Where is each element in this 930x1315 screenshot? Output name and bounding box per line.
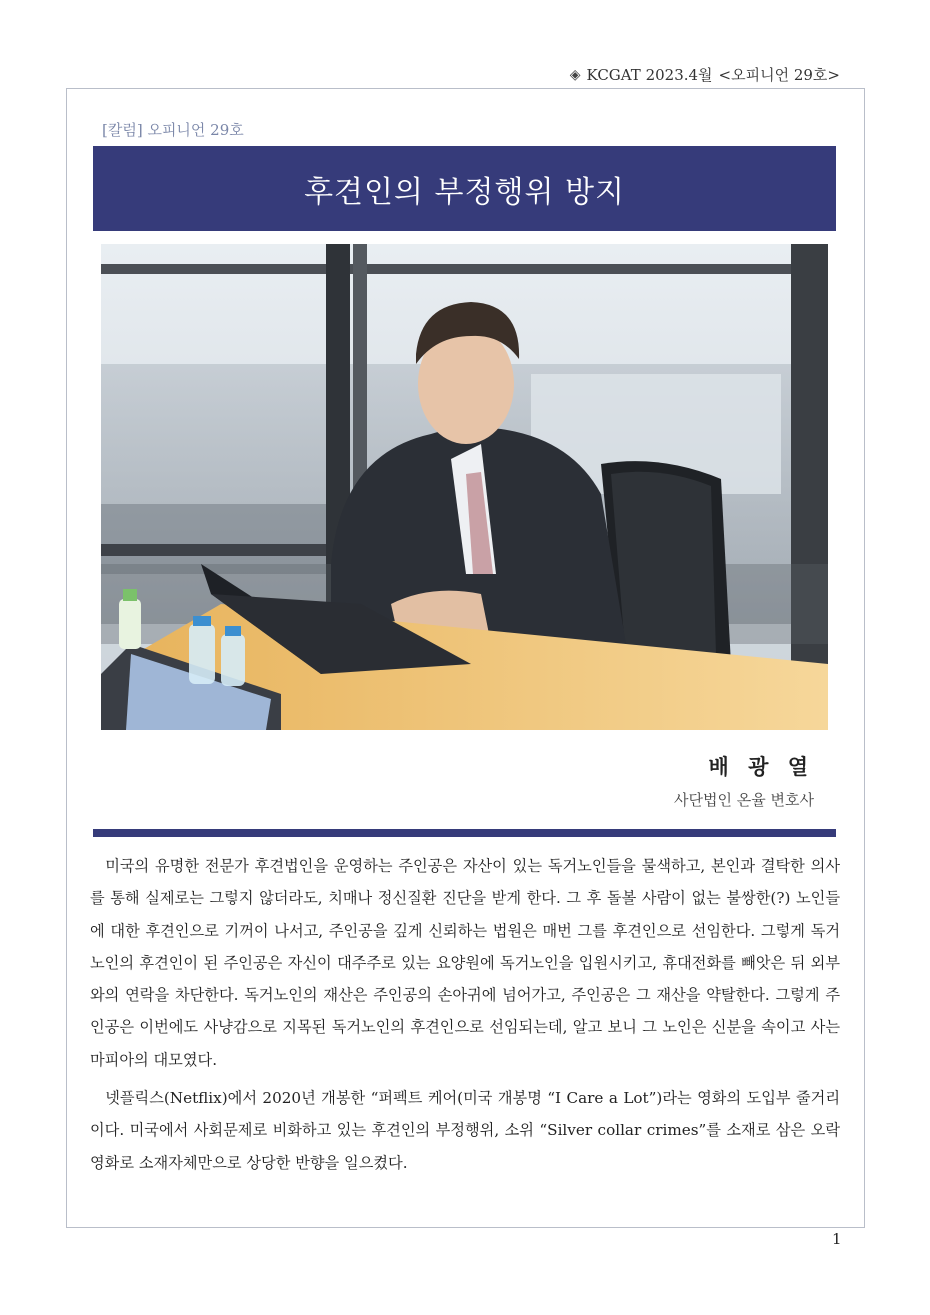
page-number: 1 [832,1230,842,1248]
page-header [570,64,840,85]
paragraph: 넷플릭스(Netflix)에서 2020년 개봉한 “퍼펙트 케어(미국 개봉명 “I Care a Lot”)라는 영화의 도입부 줄거리이다. 미국에서 사회문제로 비화하고 있는 후견인의 부정행위, 소위 “Silver collar crimes”를 소재로 삼은 오락영화로 소재자체만으로 상당한 반향을 일으켰다. [90,1089,840,1172]
title-band [93,146,836,231]
header-org: KCGAT 2023.4월 [586,66,713,84]
paragraph: 미국의 유명한 전문가 후견법인을 운영하는 주인공은 자산이 있는 독거노인들을 물색하고, 본인과 결탁한 의사를 통해 실제로는 그렇지 않더라도, 치매나 정신질환 진단을 받게 한다. 그 후 돌볼 사람이 없는 불쌍한(?) 노인들에 대한 후견인으로 기꺼이 나서고, 주인공을 깊게 신뢰하는 법원은 매번 그를 후견인으로 선임한다. 그렇게 독거노인의 후견인이 된 주인공은 자신이 대주주로 있는 요양원에 독거노인을 입원시키고, 휴대전화를 빼앗은 뒤 외부와의 연락을 차단한다. 독거노인의 재산은 주인공의 손아귀에 넘어가고, 주인공은 그 재산을 약탈한다. 그렇게 주인공은 이번에도 사냥감으로 지목된 독거노인의 후견인으로 선임되는데, 알고 보니 그 노인은 신분을 속이고 사는 마피아의 대모였다. [90,857,840,1069]
author-affiliation: 사단법인 온율 변호사 [674,791,814,809]
header-issue: <오피니언 29호> [718,66,840,84]
page-title: 후견인의 부정행위 방지 [304,174,625,210]
author-photo [101,244,828,730]
article-body [90,850,840,1185]
category-label: [칼럼] 오피니언 29호 [102,121,244,139]
section-divider [93,829,836,837]
author-name: 배 광 열 [708,754,814,779]
diamond-icon: ◈ [569,66,581,83]
